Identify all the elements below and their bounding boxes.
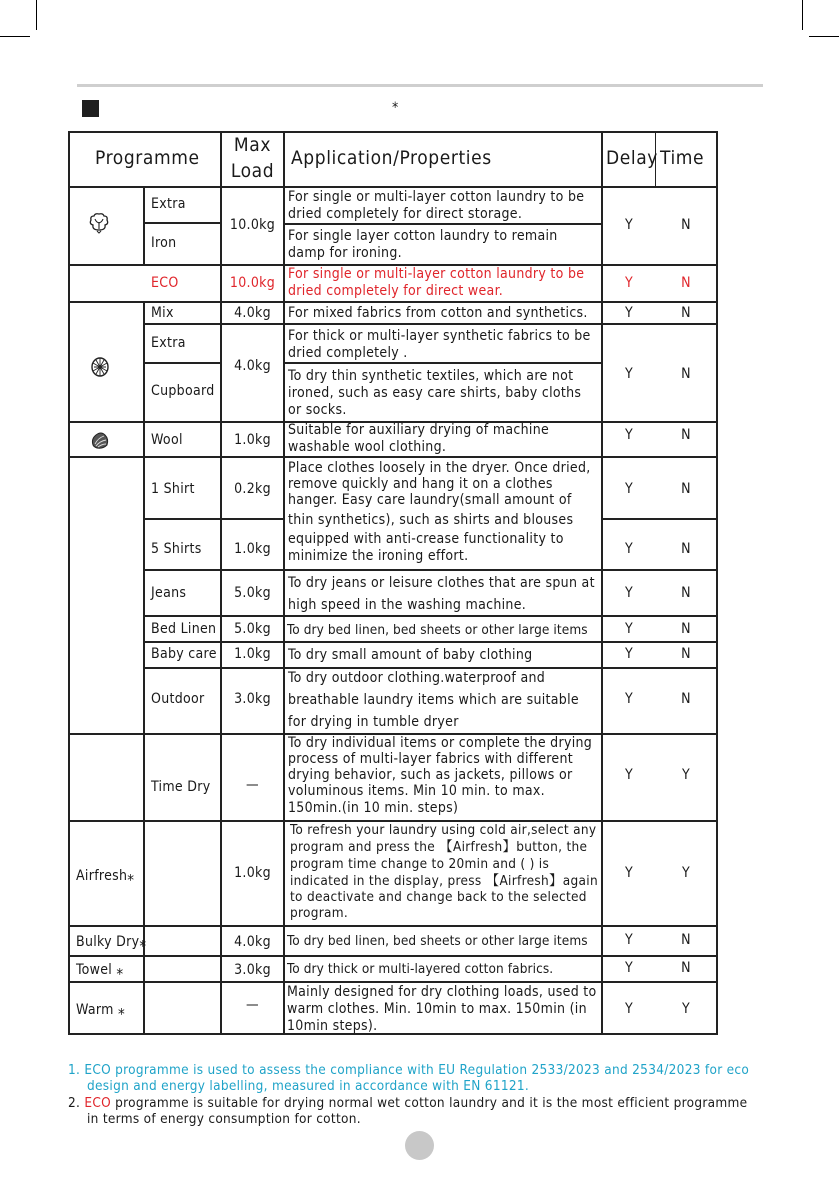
section-marker-square: [82, 100, 99, 117]
col-delay: Delay: [606, 147, 659, 169]
desc-line: hanger. Easy care laundry(small amount of: [288, 492, 572, 508]
load-value: —: [246, 777, 259, 793]
delay-value: Y: [625, 960, 633, 976]
prog-cupboard: Cupboard: [151, 383, 215, 399]
prog-time-dry: Time Dry: [151, 779, 211, 795]
desc-line: voluminous items. Min 10 min. to max.: [288, 783, 545, 799]
delay-value: Y: [625, 585, 633, 601]
desc-line: Suitable for auxiliary drying of machine: [288, 422, 550, 438]
delay-value: Y: [625, 691, 633, 707]
time-value: N: [681, 217, 691, 233]
star-mark: *: [116, 965, 124, 983]
note-2-eco: ECO: [84, 1095, 111, 1111]
delay-value: Y: [625, 646, 633, 662]
delay-value: Y: [625, 621, 633, 637]
prog-towel-label: Towel: [76, 962, 113, 978]
star-mark: *: [127, 871, 135, 889]
delay-value: Y: [625, 932, 633, 948]
note-1-number: 1.: [68, 1062, 81, 1078]
load-value: 5.0kg: [234, 621, 271, 637]
time-value: N: [681, 585, 691, 601]
prog-bulky-label: Bulky Dry: [76, 934, 140, 950]
note-2-line1: programme is suitable for drying normal wet cotton laundry and it is the most efficient programme: [110, 1095, 748, 1111]
desc-line: to deactivate and change back to the selected: [290, 889, 587, 905]
time-value: N: [681, 427, 691, 443]
note-1-line2: design and energy labelling, measured in accordance with EN 61121.: [87, 1078, 530, 1094]
prog-wool: Wool: [151, 432, 183, 448]
desc-line: For single or multi-layer cotton laundry to be: [288, 266, 585, 282]
time-value: N: [681, 646, 691, 662]
time-value: N: [681, 932, 691, 948]
load-value: 4.0kg: [234, 934, 271, 950]
desc-line: Mainly designed for dry clothing loads, used to: [287, 984, 597, 1000]
desc-line: To dry small amount of baby clothing: [288, 647, 533, 663]
col-max: Max: [233, 134, 272, 156]
desc-line: equipped with anti-crease functionality to: [288, 531, 564, 547]
desc-line: for drying in tumble dryer: [288, 714, 459, 730]
load-value: 10.0kg: [229, 275, 276, 291]
desc-line: For single or multi-layer cotton laundry to be: [288, 189, 585, 205]
desc-line: indicated in the display, press 【Airfresh】again: [290, 873, 598, 889]
load-value: —: [246, 997, 259, 1013]
col-time: Time: [660, 147, 705, 169]
prog-5-shirts: 5 Shirts: [151, 541, 202, 557]
load-value: 1.0kg: [234, 646, 271, 662]
load-value: 1.0kg: [234, 865, 271, 881]
delay-value: Y: [625, 865, 633, 881]
prog-warm: [76, 1000, 126, 1023]
star-mark: *: [118, 1005, 126, 1023]
desc-line: For single layer cotton laundry to remain: [288, 228, 558, 244]
load-value: 4.0kg: [234, 358, 271, 374]
time-value: N: [681, 481, 691, 497]
delay-value: Y: [625, 366, 633, 382]
prog-bed-linen: Bed Linen: [151, 621, 217, 637]
load-value: 3.0kg: [234, 962, 271, 978]
prog-iron: Iron: [151, 235, 177, 251]
load-cotton: 10.0kg: [229, 217, 276, 233]
page-number-circle: [405, 1131, 434, 1160]
desc-line: program time change to 20min and ( ) is: [290, 856, 550, 872]
load-value: 3.0kg: [234, 691, 271, 707]
desc-line: 150min.(in 10 min. steps): [288, 800, 459, 816]
time-value: Y: [682, 767, 690, 783]
wool-icon: [89, 430, 111, 452]
star-mark: *: [139, 937, 147, 955]
time-value: N: [681, 960, 691, 976]
time-value: Y: [682, 865, 690, 881]
delay-value: Y: [625, 767, 633, 783]
desc-line: process of multi-layer fabrics with different: [288, 751, 574, 767]
delay-value: Y: [625, 217, 633, 233]
desc-line: thin synthetics), such as shirts and blouses: [288, 512, 574, 528]
prog-mix: Mix: [151, 305, 174, 321]
note-2-line2: in terms of energy consumption for cotton.: [87, 1111, 361, 1127]
time-value: N: [681, 691, 691, 707]
prog-baby-care: Baby care: [151, 646, 217, 662]
load-value: 4.0kg: [234, 305, 271, 321]
desc-line: damp for ironing.: [288, 245, 402, 261]
note-2: [68, 1095, 747, 1111]
desc-line: To dry individual items or complete the drying: [288, 735, 593, 751]
prog-outdoor: Outdoor: [151, 691, 205, 707]
time-value: Y: [682, 1001, 690, 1017]
prog-extra-cotton: Extra: [151, 196, 186, 212]
note-1-line1: ECO programme is used to assess the compliance with EU Regulation 2533/2023 and 2534/2023 for eco: [84, 1062, 750, 1078]
header-star: *: [392, 100, 399, 116]
delay-value: Y: [625, 481, 633, 497]
load-value: 5.0kg: [234, 585, 271, 601]
desc-line: 10min steps).: [287, 1018, 378, 1034]
load-value: 0.2kg: [234, 481, 271, 497]
prog-extra-synthetic: Extra: [151, 335, 186, 351]
desc-line: high speed in the washing machine.: [288, 597, 527, 613]
desc-line: For thick or multi-layer synthetic fabrics to be: [288, 328, 591, 344]
delay-value: Y: [625, 275, 633, 291]
desc-line: warm clothes. Min. 10min to max. 150min (in: [287, 1001, 587, 1017]
load-value: 1.0kg: [234, 432, 271, 448]
desc-line: To dry thin synthetic textiles, which are not: [288, 368, 574, 384]
desc-line: Place clothes loosely in the dryer. Once dried,: [288, 460, 591, 476]
desc-line: To dry jeans or leisure clothes that are spun at: [288, 575, 595, 591]
time-value: N: [681, 366, 691, 382]
note-2-number: 2.: [68, 1095, 81, 1111]
desc-line: washable wool clothing.: [288, 439, 447, 455]
time-value: N: [681, 275, 691, 291]
time-value: N: [681, 621, 691, 637]
load-value: 1.0kg: [234, 541, 271, 557]
prog-warm-label: Warm: [76, 1002, 114, 1018]
desc-line: program and press the 【Airfresh】button, the: [290, 839, 588, 855]
desc-line: dried completely .: [288, 345, 408, 361]
prog-bulky-dry: [76, 932, 147, 955]
col-programme: Programme: [95, 147, 200, 169]
desc-line: dried completely for direct wear.: [288, 283, 504, 299]
desc-line: To refresh your laundry using cold air,select any: [290, 822, 597, 838]
desc-line: or socks.: [288, 402, 347, 418]
desc-line: ironed, such as easy care shirts, baby cloths: [288, 385, 582, 401]
col-application: Application/Properties: [291, 147, 492, 169]
desc-line: dried completely for direct storage.: [288, 206, 523, 222]
prog-airfresh-label: Airfresh: [76, 868, 128, 884]
prog-towel: [76, 960, 124, 983]
desc-line: program.: [290, 905, 349, 921]
synthetic-icon: [90, 356, 110, 378]
desc-line: For mixed fabrics from cotton and synthetics.: [288, 305, 588, 321]
cotton-icon: [88, 212, 110, 234]
desc-line: To dry bed linen, bed sheets or other large items: [287, 622, 588, 638]
desc-line: To dry bed linen, bed sheets or other large items: [287, 933, 588, 949]
desc-line: To dry thick or multi-layered cotton fabrics.: [287, 961, 554, 977]
prog-airfresh: [76, 866, 135, 889]
desc-line: breathable laundry items which are suitable: [288, 692, 579, 708]
note-1: [68, 1062, 749, 1078]
time-value: N: [681, 541, 691, 557]
desc-line: To dry outdoor clothing.waterproof and: [288, 670, 546, 686]
desc-line: drying behavior, such as jackets, pillows or: [288, 767, 573, 783]
prog-jeans: Jeans: [151, 585, 187, 601]
desc-line: minimize the ironing effort.: [288, 548, 469, 564]
col-load: Load: [230, 160, 275, 182]
desc-line: remove quickly and hang it on a clothes: [288, 476, 553, 492]
prog-eco: ECO: [151, 275, 179, 291]
delay-value: Y: [625, 427, 633, 443]
time-value: N: [681, 305, 691, 321]
delay-value: Y: [625, 1001, 633, 1017]
prog-1-shirt: 1 Shirt: [151, 481, 195, 497]
delay-value: Y: [625, 305, 633, 321]
delay-value: Y: [625, 541, 633, 557]
header-rule: [77, 84, 763, 87]
